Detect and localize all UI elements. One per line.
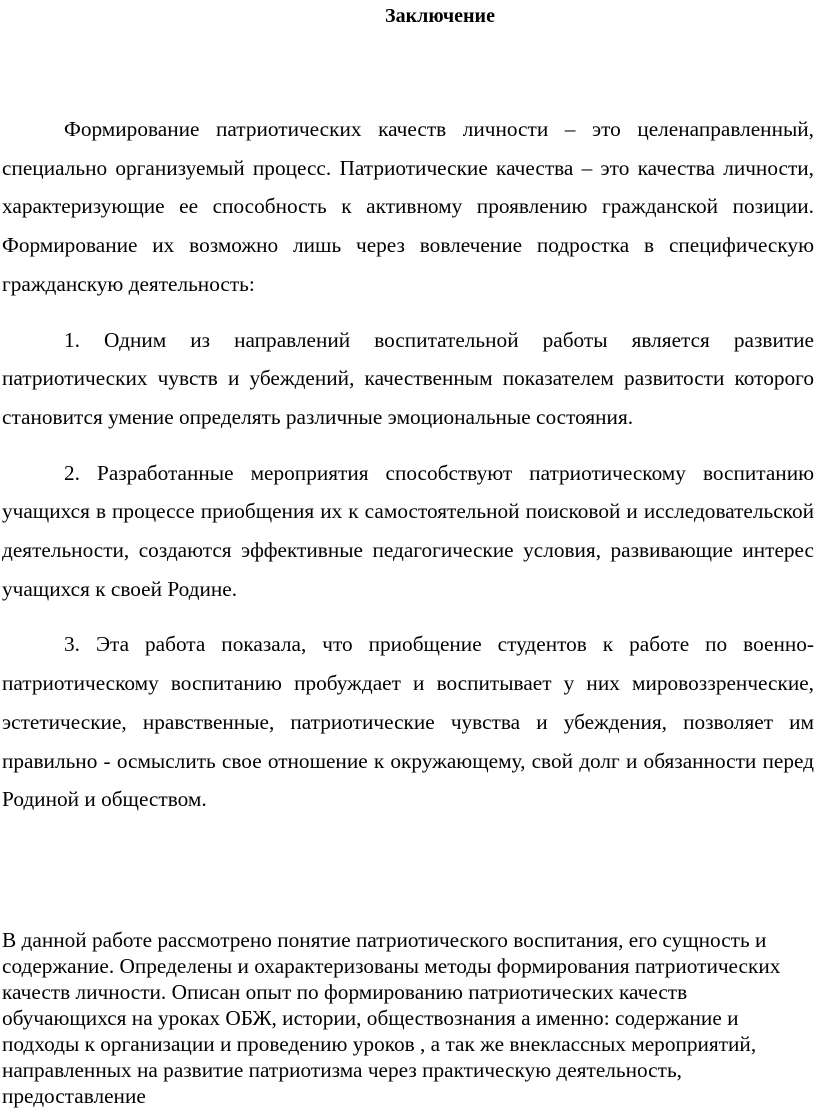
list-item: 1. Одним из направлений воспитательной работы является развитие патриотических чувств и убеждений, качественным показателем развитости которого становится умение определять различные эмоциональные состояния. [2,327,814,429]
list-item: 3. Эта работа показала, что приобщение студентов к работе по военно-патриотическому воспитанию пробуждает и воспитывает у них мировоззренческие, эстетические, нравственные, патриотические чувства и убеждения, позволяет им правильно - осмыслить свое отношение к окружающему, свой долг и обязанности перед Родиной и обществом. [2,632,814,812]
intro-paragraph: Формирование патриотических качеств личности – это целенаправленный, специально организуемый процесс. Патриотические качества – это качества личности, характеризующие ее способность к активному проявлению гражданской позиции. Формирование их возможно лишь через вовлечение подростка в специфическую гражданскую деятельность: [2,117,814,296]
conclusion-body [2,110,814,836]
summary-paragraph: В данной работе рассмотрено понятие патриотического воспитания, его сущность и содержание. Определены и охарактеризованы методы формирования патриотических качеств личности. Описан опыт по формированию патриотических качеств обучающихся на уроках ОБЖ, истории, обществознания а именно: содержание и подходы к организации и проведению уроков , а так же внеклассных мероприятий, направленных на развитие патриотизма через практическую деятельность, предоставление [2,928,781,1108]
page-title: Заключение [385,5,495,27]
list-item: 2. Разработанные мероприятия способствуют патриотическому воспитанию учащихся в процессе приобщения их к самостоятельной поисковой и исследовательской деятельности, создаются эффективные педагогические условия, развивающие интерес учащихся к своей Родине. [2,460,814,601]
summary-section [2,927,814,1109]
